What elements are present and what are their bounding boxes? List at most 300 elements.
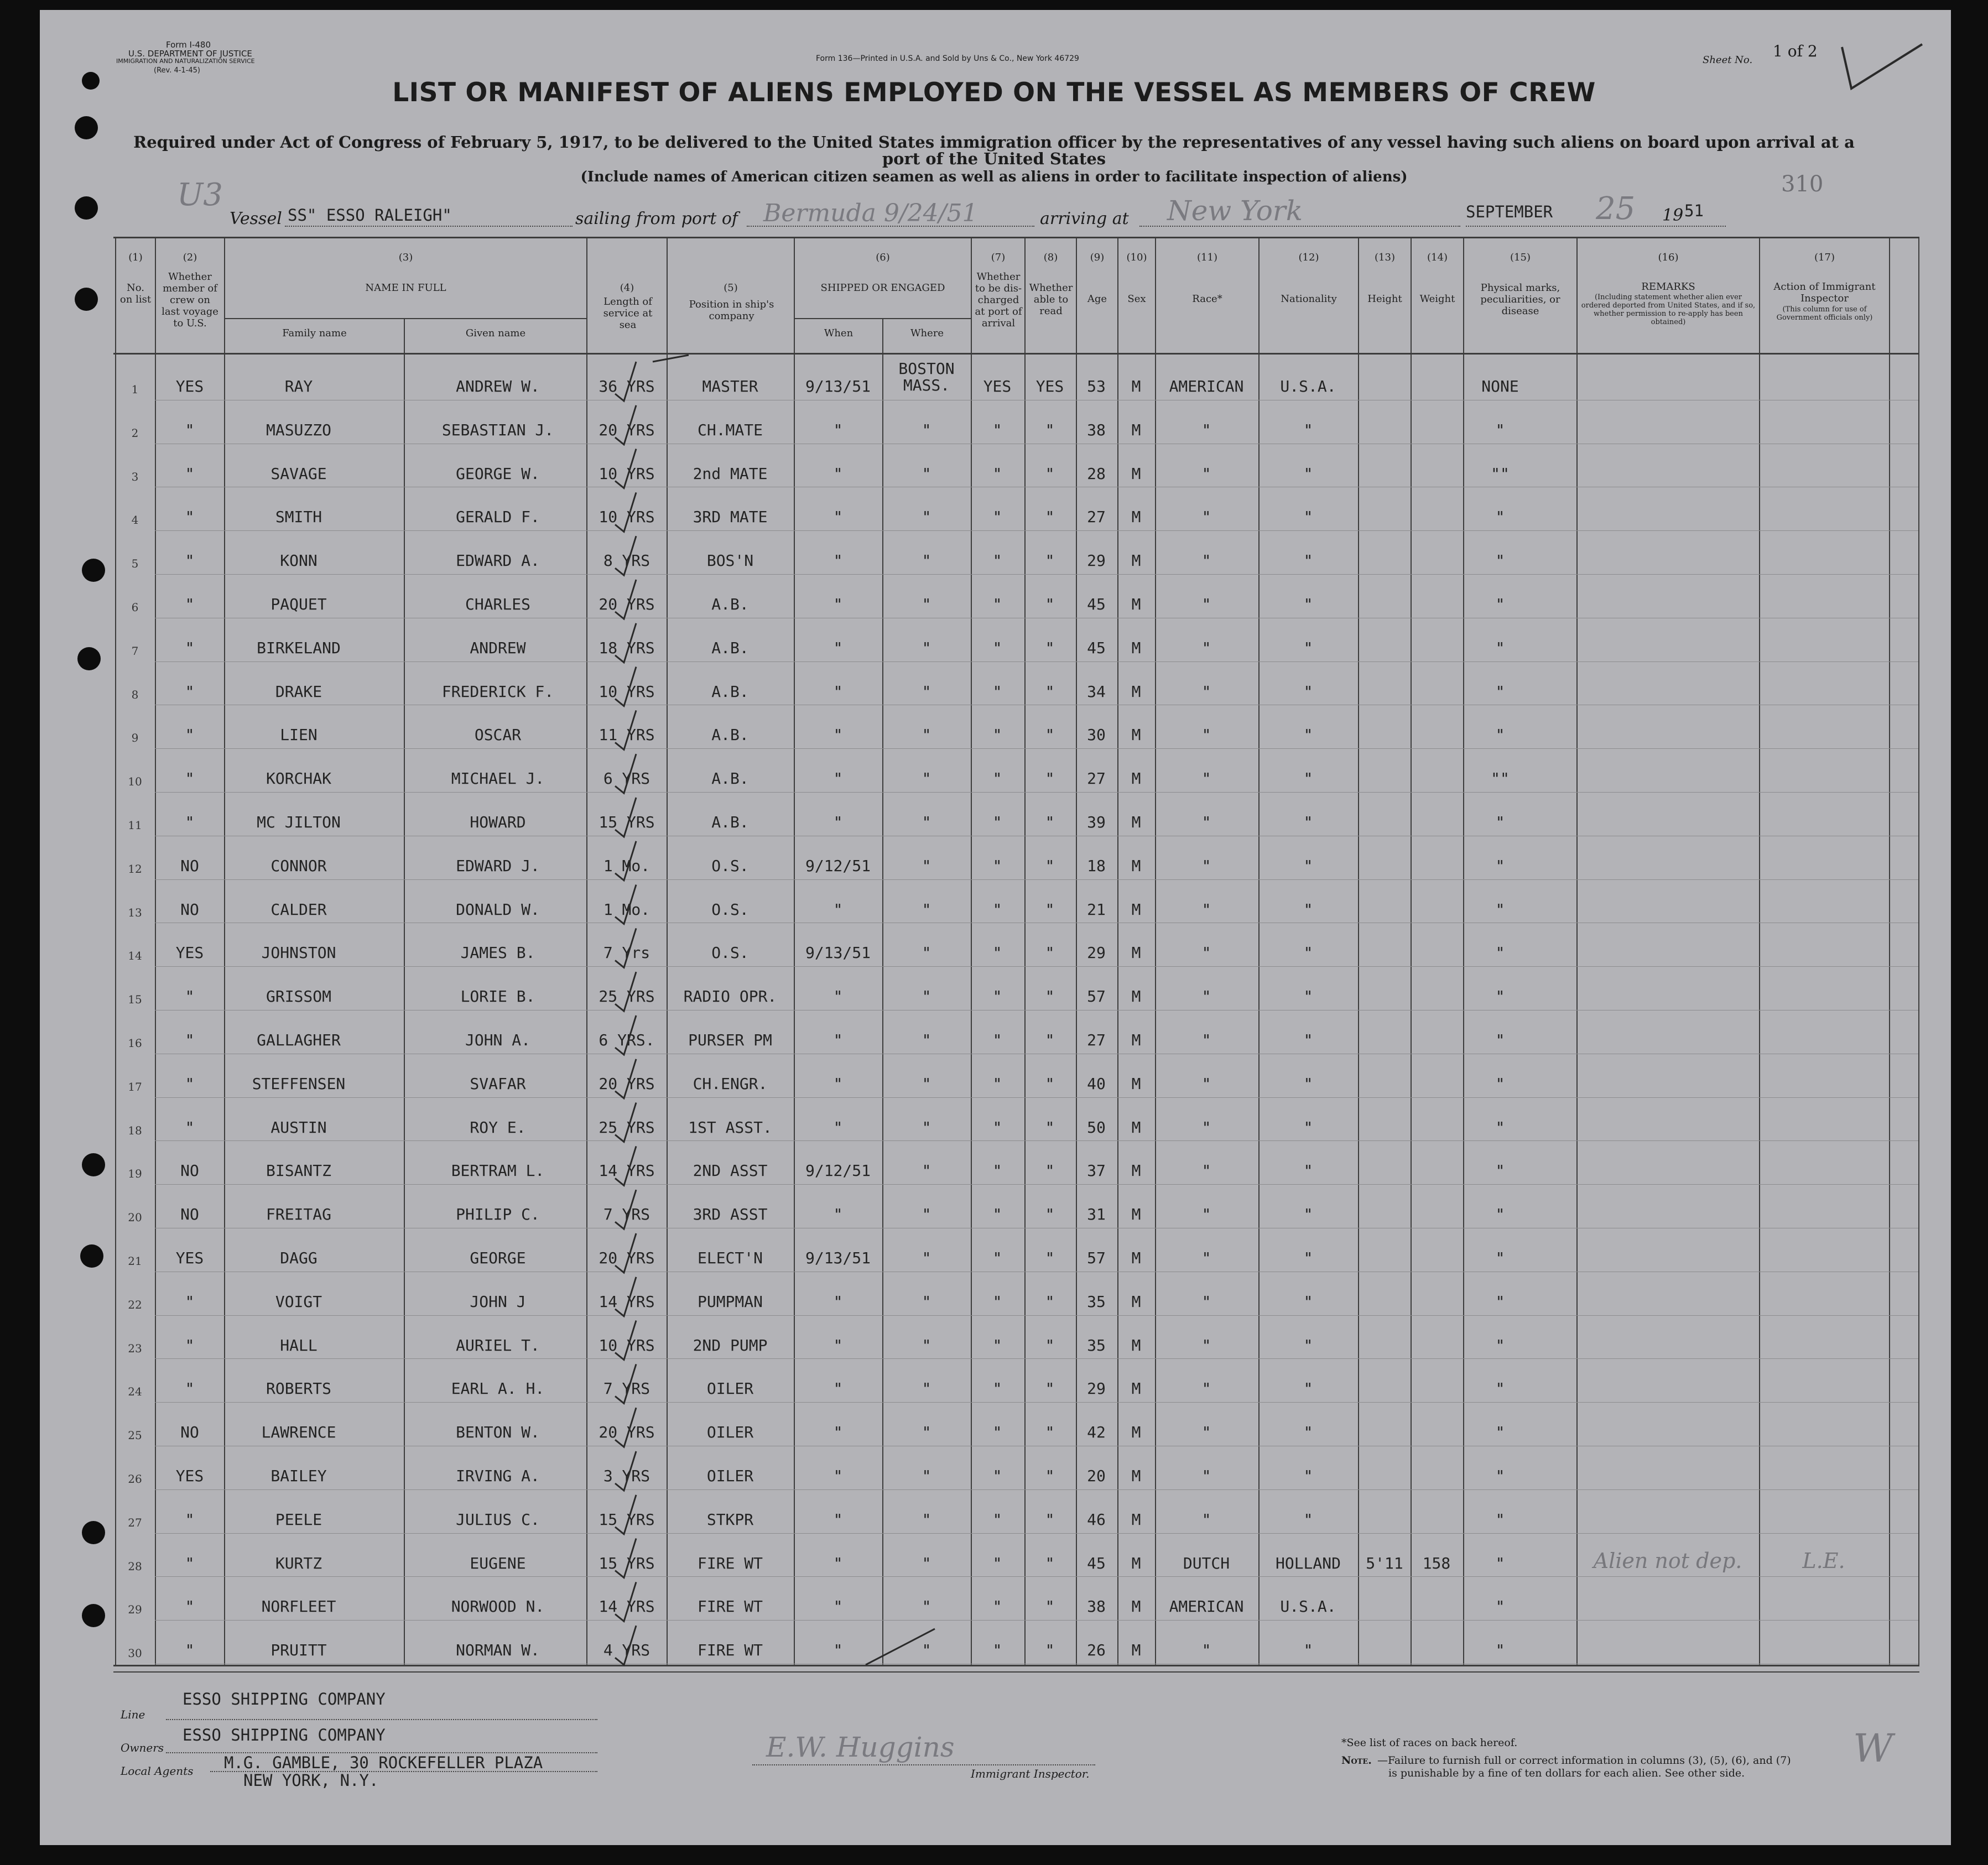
height-cell: 5'11 <box>1366 1554 1403 1572</box>
position-cell: FIRE WT <box>697 1597 763 1616</box>
nationality-cell: " <box>1303 1641 1313 1660</box>
prev-voyage-cell: NO <box>180 1205 199 1224</box>
service-length-cell: 20 YRS <box>599 420 655 439</box>
position-cell: O.S. <box>711 856 749 875</box>
physical-marks-cell: " <box>1495 1467 1505 1485</box>
nationality-cell: " <box>1303 1074 1313 1093</box>
given-name-cell: AURIEL T. <box>456 1336 540 1355</box>
col2-head: Whether member of crew on last voyage to U.S. <box>162 271 218 329</box>
discharged-cell: " <box>992 1118 1002 1137</box>
service-length-cell: 7 Yrs <box>603 944 650 962</box>
service-length-cell: 10 YRS <box>599 1336 655 1355</box>
able-to-read-cell: " <box>1045 1205 1055 1224</box>
family-name-cell: BAILEY <box>270 1467 327 1485</box>
physical-marks-cell: " <box>1495 1161 1505 1180</box>
arrival-day: 25 <box>1596 191 1636 227</box>
given-name-cell: CHARLES <box>465 595 530 613</box>
binder-hole <box>82 1604 105 1627</box>
family-name-cell: SAVAGE <box>270 464 327 483</box>
family-name-cell: ROBERTS <box>266 1379 331 1398</box>
shipped-when-cell: " <box>833 769 843 788</box>
col14-head: Weight <box>1419 293 1455 305</box>
race-cell: " <box>1201 944 1211 962</box>
nationality-cell: " <box>1303 1510 1313 1529</box>
stamp-number: 310 <box>1781 171 1824 197</box>
col1-head: No. on list <box>119 282 152 305</box>
age-cell: 57 <box>1087 1249 1106 1267</box>
shipped-when-cell: " <box>833 1336 843 1355</box>
binder-hole <box>82 1521 105 1544</box>
col13-num: (13) <box>1375 252 1395 263</box>
family-name-cell: CALDER <box>270 900 327 919</box>
nationality-cell: " <box>1303 638 1313 657</box>
prev-voyage-cell: " <box>185 508 195 527</box>
sex-cell: M <box>1131 1249 1141 1267</box>
race-cell: " <box>1201 813 1211 831</box>
col5-num: (5) <box>724 282 738 294</box>
age-cell: 35 <box>1087 1292 1106 1311</box>
col10-num: (10) <box>1126 252 1147 263</box>
race-cell: " <box>1201 464 1211 483</box>
able-to-read-cell: " <box>1045 1161 1055 1180</box>
position-cell: O.S. <box>711 944 749 962</box>
table-top-rule <box>113 237 1919 238</box>
able-to-read-cell: " <box>1045 551 1055 570</box>
nationality-cell: " <box>1303 1161 1313 1180</box>
col15-head: Physical marks, peculiarities, or disease <box>1480 282 1560 317</box>
row-number: 12 <box>128 862 142 876</box>
able-to-read-cell: " <box>1045 464 1055 483</box>
age-cell: 29 <box>1087 1379 1106 1398</box>
col-rule <box>1576 237 1578 1666</box>
service-length-cell: 20 YRS <box>599 1249 655 1267</box>
discharged-cell: " <box>992 1467 1002 1485</box>
physical-marks-cell: " <box>1495 1641 1505 1660</box>
vessel-underline <box>285 226 573 227</box>
able-to-read-cell: " <box>1045 1336 1055 1355</box>
col-rule <box>1889 237 1890 1666</box>
row-rule <box>155 1620 1918 1621</box>
able-to-read-cell: " <box>1045 856 1055 875</box>
given-name-cell: EUGENE <box>470 1554 526 1572</box>
discharged-cell: " <box>992 769 1002 788</box>
col11-head: Race* <box>1192 293 1222 305</box>
row-number: 1 <box>131 383 139 396</box>
row-number: 8 <box>131 687 139 701</box>
family-name-cell: GALLAGHER <box>257 1031 341 1049</box>
discharged-cell: " <box>992 1510 1002 1529</box>
age-cell: 42 <box>1087 1423 1106 1442</box>
row-rule <box>155 879 1918 880</box>
position-cell: 3RD ASST <box>693 1205 768 1224</box>
row-rule <box>155 1489 1918 1490</box>
nationality-cell: " <box>1303 1205 1313 1224</box>
family-name-cell: CONNOR <box>270 856 327 875</box>
shipped-where-cell: " <box>922 1336 931 1355</box>
sex-cell: M <box>1131 769 1141 788</box>
nationality-cell: " <box>1303 856 1313 875</box>
print-note: Form 136—Printed in U.S.A. and Sold by Uns & Co., New York 46729 <box>816 54 1079 63</box>
binder-hole <box>82 559 105 582</box>
vessel-name: SS" ESSO RALEIGH" <box>288 206 452 225</box>
subtitle-act: Required under Act of Congress of February 5, 1917, to be delivered to the United States immigration officer by the representatives of any vessel having such aliens on board upon arrival at a <box>133 133 1855 152</box>
able-to-read-cell: " <box>1045 1292 1055 1311</box>
form-id: Form I-480 <box>166 40 211 50</box>
age-cell: 30 <box>1087 726 1106 744</box>
race-cell: AMERICAN <box>1169 377 1244 395</box>
shipped-where-cell: BOSTON MASS. <box>898 360 955 394</box>
age-cell: 27 <box>1087 769 1106 788</box>
service-length-cell: 18 YRS <box>599 638 655 657</box>
vessel-label: Vessel <box>230 209 282 228</box>
shipped-when-cell: " <box>833 464 843 483</box>
race-cell: " <box>1201 551 1211 570</box>
discharged-cell: " <box>992 987 1002 1006</box>
col-rule <box>115 237 116 1666</box>
service-length-cell: 4 YRS <box>603 1641 650 1660</box>
nationality-cell: " <box>1303 900 1313 919</box>
sex-cell: M <box>1131 1510 1141 1529</box>
line-label: Line <box>121 1708 145 1721</box>
given-name-cell: EDWARD J. <box>456 856 540 875</box>
corner-mark: W <box>1853 1726 1893 1771</box>
row-number: 16 <box>128 1036 142 1050</box>
col6-num: (6) <box>876 252 890 263</box>
col11-num: (11) <box>1197 252 1217 263</box>
age-cell: 29 <box>1087 551 1106 570</box>
race-cell: " <box>1201 420 1211 439</box>
family-name-cell: JOHNSTON <box>261 944 336 962</box>
row-number: 10 <box>128 775 142 789</box>
nationality-cell: " <box>1303 1379 1313 1398</box>
race-cell: " <box>1201 900 1211 919</box>
sex-cell: M <box>1131 900 1141 919</box>
age-cell: 53 <box>1087 377 1106 395</box>
family-name-cell: GRISSOM <box>266 987 331 1006</box>
inspector-signature: E.W. Huggins <box>766 1731 955 1763</box>
nationality-cell: HOLLAND <box>1275 1554 1341 1572</box>
given-name-cell: ANDREW W. <box>456 377 540 395</box>
prev-voyage-cell: " <box>185 769 195 788</box>
discharged-cell: YES <box>983 377 1012 395</box>
row-rule <box>155 966 1918 967</box>
nationality-cell: " <box>1303 464 1313 483</box>
sex-cell: M <box>1131 420 1141 439</box>
remarks-cell: Alien not dep. <box>1593 1548 1742 1573</box>
service-length-cell: 14 YRS <box>599 1161 655 1180</box>
nationality-cell: " <box>1303 1031 1313 1049</box>
service-length-cell: 10 YRS <box>599 508 655 527</box>
age-cell: 45 <box>1087 595 1106 613</box>
col16-head: REMARKS <box>1641 281 1695 293</box>
family-name-cell: LAWRENCE <box>261 1423 336 1442</box>
given-name-cell: GEORGE W. <box>456 464 540 483</box>
col4-head: Length of service at sea <box>603 296 653 331</box>
row-rule <box>155 748 1918 749</box>
discharged-cell: " <box>992 1597 1002 1616</box>
nationality-cell: " <box>1303 420 1313 439</box>
nationality-cell: " <box>1303 1467 1313 1485</box>
service-length-cell: 14 YRS <box>599 1597 655 1616</box>
shipped-where-cell: " <box>922 1205 931 1224</box>
col15-num: (15) <box>1510 252 1531 263</box>
prev-voyage-cell: " <box>185 551 195 570</box>
prev-voyage-cell: " <box>185 1379 195 1398</box>
able-to-read-cell: " <box>1045 508 1055 527</box>
col3-head: NAME IN FULL <box>365 282 446 294</box>
prev-voyage-cell: " <box>185 638 195 657</box>
given-name-cell: OSCAR <box>474 726 522 744</box>
physical-marks-cell: "" <box>1491 769 1510 788</box>
discharged-cell: " <box>992 1249 1002 1267</box>
service-length-cell: 10 YRS <box>599 464 655 483</box>
able-to-read-cell: " <box>1045 1074 1055 1093</box>
discharged-cell: " <box>992 1205 1002 1224</box>
col-rule <box>404 318 405 1666</box>
family-name-cell: MC JILTON <box>257 813 341 831</box>
physical-marks-cell: " <box>1495 1336 1505 1355</box>
col2-num: (2) <box>183 252 197 263</box>
family-name-cell: PRUITT <box>270 1641 327 1660</box>
binder-hole <box>77 647 101 670</box>
shipped-when-cell: " <box>833 1292 843 1311</box>
shipped-when-cell: 9/12/51 <box>805 856 871 875</box>
shipped-when-cell: " <box>833 551 843 570</box>
discharged-cell: " <box>992 682 1002 701</box>
position-cell: A.B. <box>711 813 749 831</box>
discharged-cell: " <box>992 900 1002 919</box>
shipped-where-cell: " <box>922 813 931 831</box>
shipped-where-cell: " <box>922 1641 931 1660</box>
service-length-cell: 15 YRS <box>599 1554 655 1572</box>
sailing-from: Bermuda 9/24/51 <box>763 199 978 227</box>
col5-head: Position in ship's company <box>689 299 774 322</box>
age-cell: 38 <box>1087 1597 1106 1616</box>
discharged-cell: " <box>992 551 1002 570</box>
discharged-cell: " <box>992 1641 1002 1660</box>
row-number: 23 <box>128 1341 142 1355</box>
able-to-read-cell: " <box>1045 420 1055 439</box>
able-to-read-cell: " <box>1045 1641 1055 1660</box>
shipped-where-cell: " <box>922 1423 931 1442</box>
physical-marks-cell: " <box>1495 551 1505 570</box>
family-name-cell: KORCHAK <box>266 769 331 788</box>
prev-voyage-cell: YES <box>175 1467 204 1485</box>
sex-cell: M <box>1131 856 1141 875</box>
sex-cell: M <box>1131 726 1141 744</box>
race-cell: " <box>1201 1510 1211 1529</box>
nationality-cell: " <box>1303 987 1313 1006</box>
sex-cell: M <box>1131 638 1141 657</box>
sheet-label: Sheet No. <box>1703 54 1753 66</box>
physical-marks-cell: " <box>1495 1510 1505 1529</box>
sex-cell: M <box>1131 682 1141 701</box>
row-number: 30 <box>128 1647 142 1660</box>
shipped-when-cell: " <box>833 1510 843 1529</box>
given-name-cell: SEBASTIAN J. <box>441 420 554 439</box>
shipped-when-cell: " <box>833 638 843 657</box>
shipped-when-cell: " <box>833 508 843 527</box>
row-rule <box>155 1402 1918 1403</box>
position-cell: PUMPMAN <box>697 1292 763 1311</box>
family-name-cell: PAQUET <box>270 595 327 613</box>
position-cell: 2nd MATE <box>693 464 768 483</box>
discharged-cell: " <box>992 1336 1002 1355</box>
inspector-label: Immigrant Inspector. <box>971 1767 1090 1780</box>
nationality-cell: " <box>1303 1249 1313 1267</box>
prev-voyage-cell: NO <box>180 856 199 875</box>
race-cell: " <box>1201 1249 1211 1267</box>
discharged-cell: " <box>992 1379 1002 1398</box>
race-cell: " <box>1201 987 1211 1006</box>
prev-voyage-cell: " <box>185 1554 195 1572</box>
sex-cell: M <box>1131 1161 1141 1180</box>
family-name-cell: KONN <box>280 551 318 570</box>
nationality-cell: " <box>1303 508 1313 527</box>
sex-cell: M <box>1131 1292 1141 1311</box>
position-cell: A.B. <box>711 682 749 701</box>
binder-hole <box>82 72 100 90</box>
inspector-underline <box>752 1764 1095 1765</box>
physical-marks-cell: " <box>1495 1423 1505 1442</box>
shipped-where-cell: " <box>922 769 931 788</box>
family-name-cell: AUSTIN <box>270 1118 327 1137</box>
position-cell: OILER <box>706 1423 754 1442</box>
service-name: IMMIGRATION AND NATURALIZATION SERVICE <box>116 58 255 65</box>
position-cell: RADIO OPR. <box>683 987 777 1006</box>
row-rule <box>155 1140 1918 1141</box>
race-cell: " <box>1201 508 1211 527</box>
col17-num: (17) <box>1814 252 1835 263</box>
discharged-cell: " <box>992 638 1002 657</box>
sex-cell: M <box>1131 1118 1141 1137</box>
able-to-read-cell: " <box>1045 1554 1055 1572</box>
col7-head: Whether to be dis-charged at port of arrival <box>975 271 1022 329</box>
age-cell: 28 <box>1087 464 1106 483</box>
discharged-cell: " <box>992 1423 1002 1442</box>
discharged-cell: " <box>992 1031 1002 1049</box>
shipped-when-cell: " <box>833 813 843 831</box>
race-cell: AMERICAN <box>1169 1597 1244 1616</box>
shipped-where-cell: " <box>922 944 931 962</box>
shipped-when-cell: " <box>833 900 843 919</box>
physical-marks-cell: " <box>1495 1031 1505 1049</box>
col6a-head: When <box>824 327 854 339</box>
shipped-when-cell: " <box>833 987 843 1006</box>
position-cell: 3RD MATE <box>693 508 768 527</box>
nationality-cell: " <box>1303 769 1313 788</box>
binder-hole <box>80 1244 103 1268</box>
shipped-when-cell: " <box>833 1597 843 1616</box>
family-name-cell: KURTZ <box>275 1554 322 1572</box>
shipped-when-cell: " <box>833 1423 843 1442</box>
able-to-read-cell: " <box>1045 682 1055 701</box>
prev-voyage-cell: " <box>185 813 195 831</box>
discharged-cell: " <box>992 508 1002 527</box>
col3a-head: Family name <box>282 327 347 339</box>
shipped-where-cell: " <box>922 726 931 744</box>
prev-voyage-cell: " <box>185 1336 195 1355</box>
given-name-cell: ANDREW <box>470 638 526 657</box>
physical-marks-cell: " <box>1495 1249 1505 1267</box>
race-cell: " <box>1201 682 1211 701</box>
row-rule <box>155 1576 1918 1577</box>
service-length-cell: 14 YRS <box>599 1292 655 1311</box>
prev-voyage-cell: " <box>185 1510 195 1529</box>
prev-voyage-cell: YES <box>175 944 204 962</box>
table-bottom-rule <box>113 1665 1919 1666</box>
physical-marks-cell: " <box>1495 420 1505 439</box>
sailing-label: sailing from port of <box>575 209 738 228</box>
agents-underline <box>210 1771 597 1772</box>
family-name-cell: PEELE <box>275 1510 322 1529</box>
row-number: 18 <box>128 1123 142 1137</box>
shipped-where-cell: " <box>922 595 931 613</box>
shipped-when-cell: " <box>833 420 843 439</box>
col8-num: (8) <box>1043 252 1058 263</box>
row-rule <box>155 792 1918 793</box>
given-name-cell: SVAFAR <box>470 1074 526 1093</box>
row-rule <box>155 574 1918 575</box>
row-number: 9 <box>131 731 139 745</box>
able-to-read-cell: " <box>1045 595 1055 613</box>
col9-head: Age <box>1087 293 1107 305</box>
row-number: 7 <box>131 644 139 658</box>
given-name-cell: MICHAEL J. <box>451 769 545 788</box>
shipped-where-cell: " <box>922 1597 931 1616</box>
given-name-cell: JOHN A. <box>465 1031 530 1049</box>
prev-voyage-cell: YES <box>175 1249 204 1267</box>
shipped-where-cell: " <box>922 1161 931 1180</box>
family-name-cell: RAY <box>284 377 313 395</box>
physical-marks-cell: " <box>1495 595 1505 613</box>
shipped-when-cell: 9/13/51 <box>805 377 871 395</box>
family-name-cell: FREITAG <box>266 1205 331 1224</box>
col-rule <box>1411 237 1412 1666</box>
service-length-cell: 6 YRS <box>603 769 650 788</box>
row-number: 25 <box>128 1429 142 1442</box>
position-cell: CH.MATE <box>697 420 763 439</box>
name-subheader-rule <box>224 318 586 319</box>
able-to-read-cell: " <box>1045 1031 1055 1049</box>
age-cell: 39 <box>1087 813 1106 831</box>
physical-marks-cell: " <box>1495 1205 1505 1224</box>
age-cell: 35 <box>1087 1336 1106 1355</box>
physical-marks-cell: " <box>1495 944 1505 962</box>
able-to-read-cell: " <box>1045 1379 1055 1398</box>
age-cell: 46 <box>1087 1510 1106 1529</box>
col-rule <box>1358 237 1359 1666</box>
row-number: 22 <box>128 1298 142 1311</box>
arriving-label: arriving at <box>1040 209 1129 228</box>
sex-cell: M <box>1131 1074 1141 1093</box>
family-name-cell: NORFLEET <box>261 1597 336 1616</box>
service-length-cell: 25 YRS <box>599 987 655 1006</box>
physical-marks-cell: " <box>1495 900 1505 919</box>
position-cell: A.B. <box>711 638 749 657</box>
row-number: 5 <box>131 557 139 571</box>
shipped-where-cell: " <box>922 1074 931 1093</box>
nationality-cell: " <box>1303 595 1313 613</box>
physical-marks-cell: " <box>1495 1379 1505 1398</box>
shipped-when-cell: " <box>833 1074 843 1093</box>
margin-mark: U3 <box>177 177 223 213</box>
age-cell: 38 <box>1087 420 1106 439</box>
nationality-cell: U.S.A. <box>1280 377 1336 395</box>
row-number: 24 <box>128 1385 142 1399</box>
age-cell: 27 <box>1087 508 1106 527</box>
shipped-where-cell: " <box>922 856 931 875</box>
